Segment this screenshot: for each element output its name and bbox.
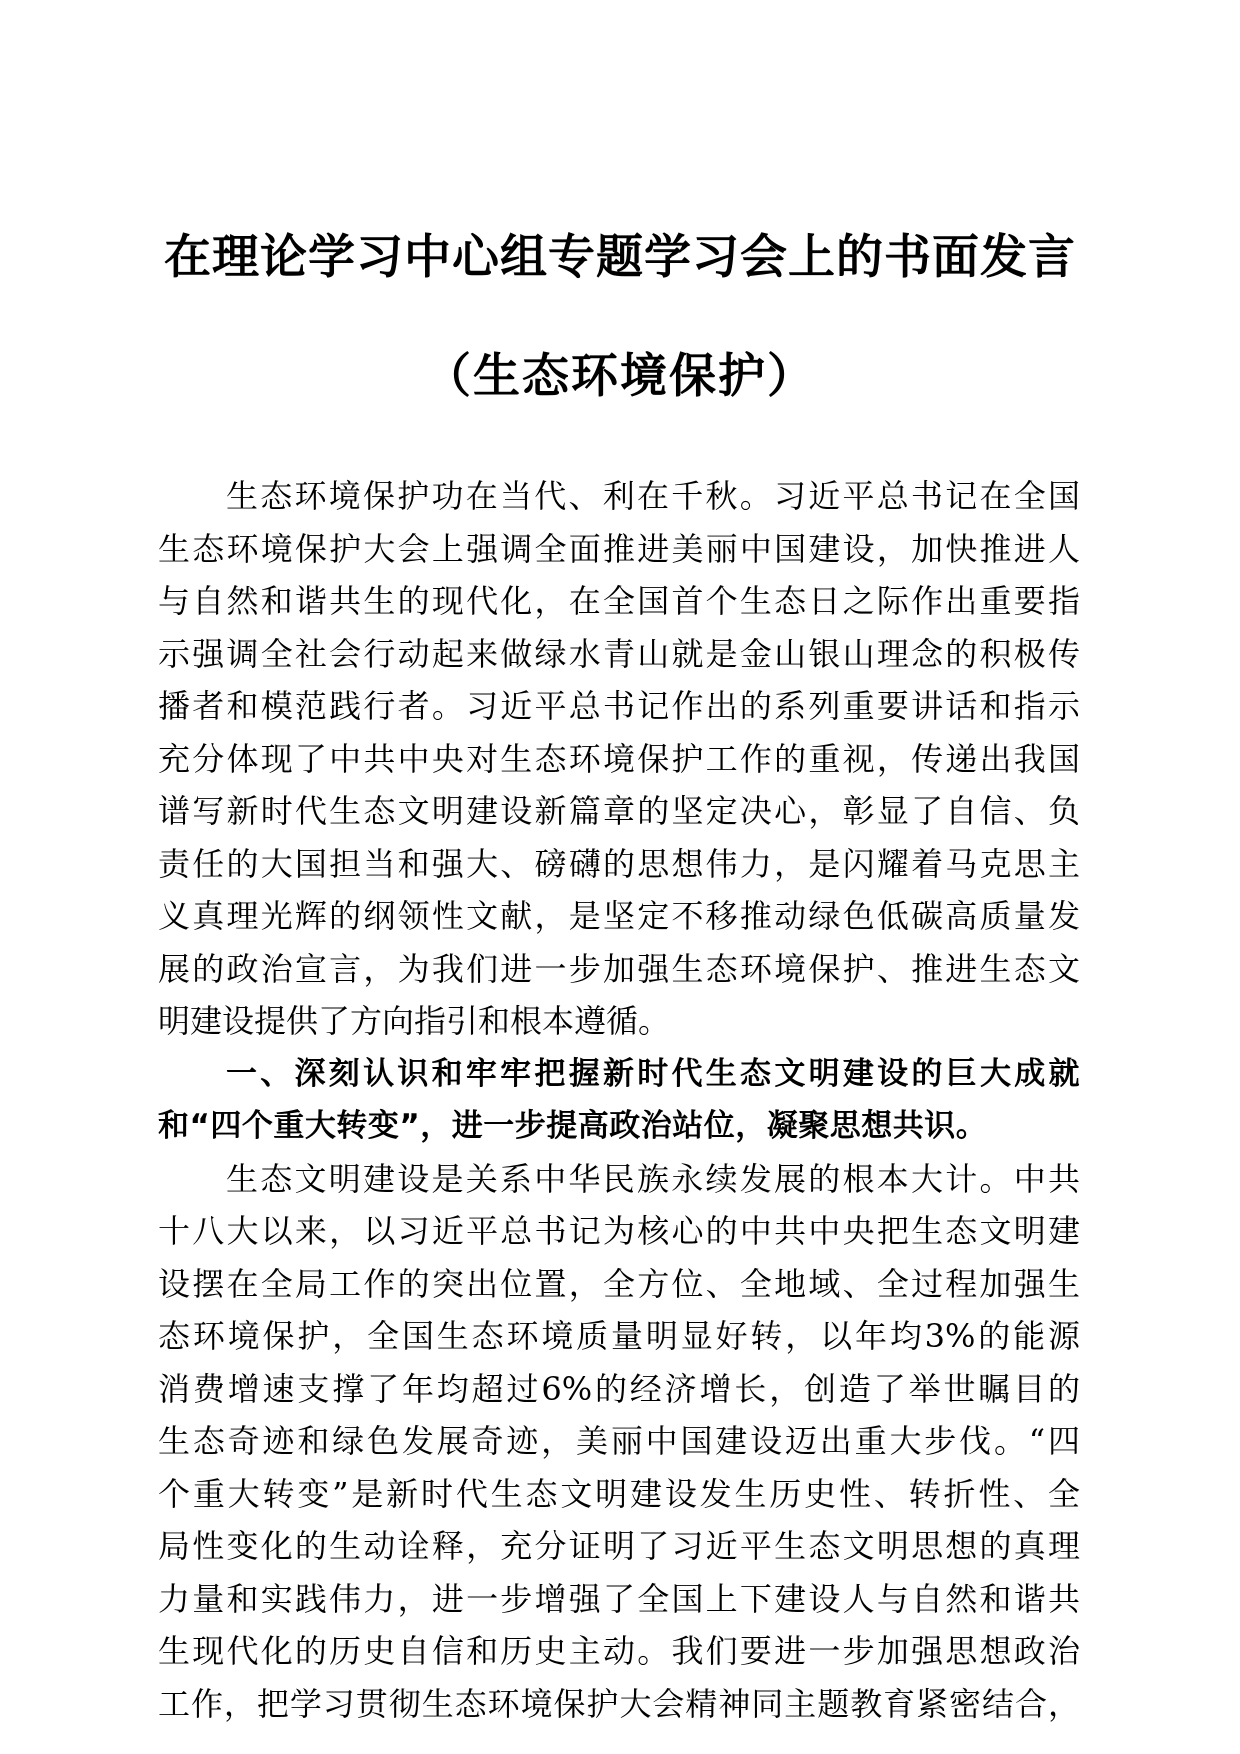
text-line: 局性变化的生动诠释，充分证明了习近平生态文明思想的真理 — [158, 1527, 1080, 1565]
text-line: 与自然和谐共生的现代化，在全国首个生态日之际作出重要指 — [158, 582, 1080, 620]
section-heading-1 — [158, 1048, 1080, 1153]
text-line: 谱写新时代生态文明建设新篇章的坚定决心，彰显了自信、负 — [158, 792, 1080, 830]
text-line: 工作，把学习贯彻生态环境保护大会精神同主题教育紧密结合， — [158, 1684, 1080, 1723]
text-line: 生态环境保护功在当代、利在千秋。习近平总书记在全国 — [226, 477, 1080, 515]
document-title: 在理论学习中心组专题学习会上的书面发言 — [164, 230, 1076, 285]
heading-line: 一、深刻认识和牢牢把握新时代生态文明建设的巨大成就 — [226, 1055, 1080, 1092]
text-line: 消费增速支撑了年均超过6%的经济增长，创造了举世瞩目的 — [158, 1369, 1080, 1408]
text-line: 生态文明建设是关系中华民族永续发展的根本大计。中共 — [226, 1159, 1080, 1198]
text-line: 展的政治宣言，为我们进一步加强生态环境保护、推进生态文 — [158, 949, 1080, 988]
text-line: 生现代化的历史自信和历史主动。我们要进一步加强思想政治 — [158, 1632, 1080, 1670]
paragraph-section-1 — [158, 1153, 1080, 1731]
text-line: 生态奇迹和绿色发展奇迹，美丽中国建设迈出重大步伐。“四 — [158, 1422, 1080, 1460]
text-line: 播者和模范践行者。习近平总书记作出的系列重要讲话和指示 — [158, 687, 1080, 725]
text-line: 示强调全社会行动起来做绿水青山就是金山银山理念的积极传 — [158, 634, 1080, 673]
text-line: 力量和实践伟力，进一步增强了全国上下建设人与自然和谐共 — [158, 1579, 1080, 1618]
paragraph-intro — [158, 470, 1080, 1048]
text-line: 明建设提供了方向指引和根本遵循。 — [158, 1002, 671, 1040]
text-line: 态环境保护，全国生态环境质量明显好转，以年均3%的能源 — [158, 1317, 1080, 1355]
document-body — [158, 470, 1080, 1730]
text-line: 十八大以来，以习近平总书记为核心的中共中央把生态文明建 — [158, 1212, 1080, 1250]
text-line: 设摆在全局工作的突出位置，全方位、全地域、全过程加强生 — [158, 1264, 1080, 1303]
text-line: 生态环境保护大会上强调全面推进美丽中国建设，加快推进人 — [158, 529, 1080, 568]
text-line: 义真理光辉的纲领性文献，是坚定不移推动绿色低碳高质量发 — [158, 897, 1080, 935]
text-line: 责任的大国担当和强大、磅礴的思想伟力，是闪耀着马克思主 — [158, 844, 1080, 883]
text-line: 充分体现了中共中央对生态环境保护工作的重视，传递出我国 — [158, 739, 1080, 778]
text-line: 个重大转变”是新时代生态文明建设发生历史性、转折性、全 — [158, 1474, 1080, 1513]
heading-line: 和“四个重大转变”，进一步提高政治站位，凝聚思想共识。 — [158, 1108, 988, 1144]
document-subtitle: （生态环境保护） — [424, 349, 816, 404]
